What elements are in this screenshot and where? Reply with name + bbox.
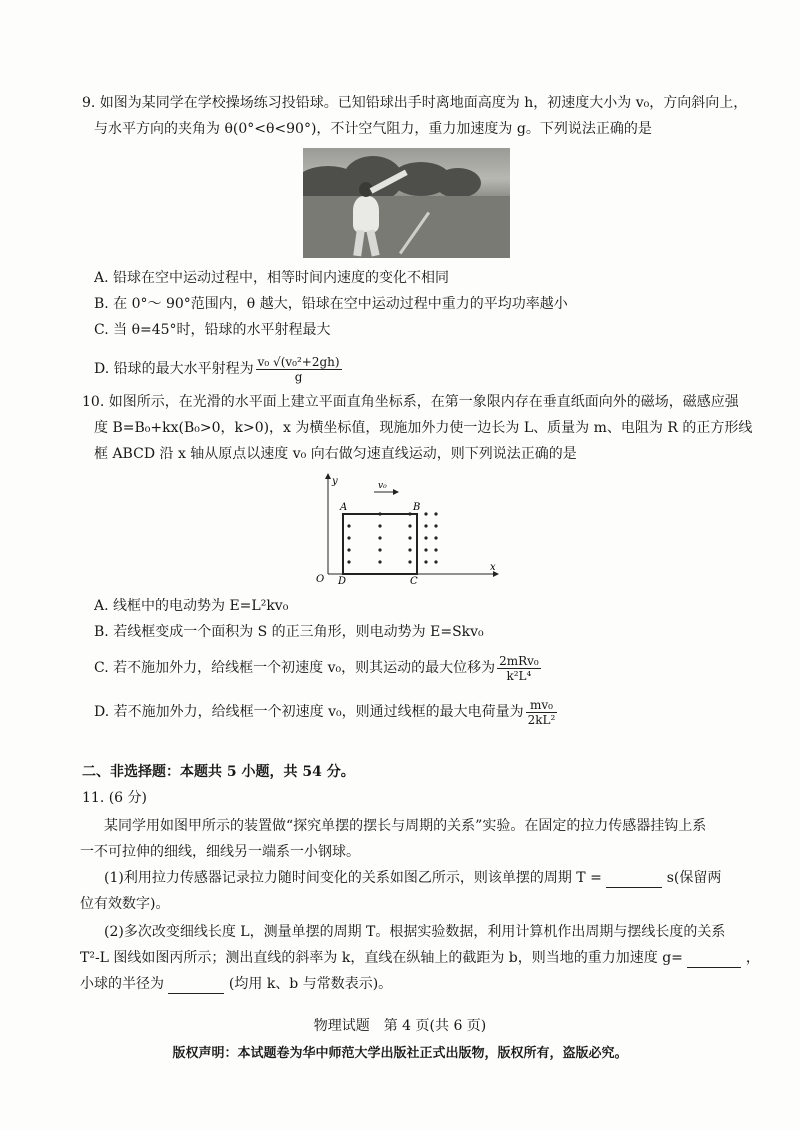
q10-stem-line3: 框 ABCD 沿 x 轴从原点以速度 v₀ 向右做匀速直线运动，则下列说法正确的是 — [94, 446, 577, 462]
magnetic-field-diagram — [312, 470, 502, 586]
q10-stem-line1: 10. 如图所示，在光滑的水平面上建立平面直角坐标系，在第一象限内存在垂直纸面向外的磁场，磁感应强 — [82, 394, 739, 410]
q10-option-b: B. 若线框变成一个面积为 S 的正三角形，则电动势为 E=Skv₀ — [94, 624, 484, 640]
section-2-title: 二、非选择题：本题共 5 小题，共 54 分。 — [82, 764, 355, 780]
period-answer-blank[interactable] — [606, 871, 662, 888]
q9-option-c: C. 当 θ=45°时，铅球的水平射程最大 — [94, 322, 331, 338]
q9-option-d-text: D. 铅球的最大水平射程为 — [94, 361, 254, 377]
velocity-label: v₀ — [378, 481, 387, 491]
q11-part2-text-d: (均用 k、b 与常数表示)。 — [228, 976, 393, 992]
q10-option-d — [94, 696, 559, 728]
q11-part2-line1: (2)多次改变细线长度 L，测量单摆的周期 T。根据实验数据，利用计算机作出周期与摆线长度的关系 — [104, 924, 726, 940]
q11-intro-line2: 一不可拉伸的细线，细线另一端系一小钢球。 — [80, 844, 360, 860]
q10-option-d-numerator: mv₀ — [526, 698, 558, 713]
q10-option-c-text: C. 若不施加外力，给线框一个初速度 v₀，则其运动的最大位移为 — [94, 660, 496, 676]
q11-part1-text-b: s(保留两 — [666, 870, 722, 886]
q9-option-d-numerator: v₀ √(v₀²+2gh) — [257, 354, 340, 369]
vertex-a-label: A — [340, 502, 348, 513]
q11-part1-line1 — [104, 868, 721, 888]
q9-option-b: B. 在 0°～ 90°范围内，θ 越大，铅球在空中运动过程中重力的平均功率越小 — [94, 296, 568, 312]
radius-answer-blank[interactable] — [168, 977, 224, 994]
q10-stem-line2: 度 B=B₀+kx(B₀>0，k>0)，x 为横坐标值，现施加外力使一边长为 L、质量为 m、电阻为 R 的正方形线 — [94, 420, 753, 436]
q9-stem-line2: 与水平方向的夹角为 θ(0°<θ<90°)，不计空气阻力，重力加速度为 g。下列说法正确的是 — [94, 121, 652, 137]
y-axis-label: y — [332, 476, 338, 487]
q11-part2-line3 — [80, 974, 392, 994]
q10-option-c-numerator: 2mRv₀ — [499, 653, 539, 668]
q11-part2-line2 — [80, 948, 760, 968]
q9-option-d — [94, 352, 344, 386]
q10-option-c — [94, 652, 543, 684]
q10-option-d-fraction — [526, 698, 558, 727]
q11-part1-text-a: (1)利用拉力传感器记录拉力随时间变化的关系如图乙所示，则该单摆的周期 T = — [104, 870, 602, 886]
q10-option-c-fraction — [497, 654, 541, 683]
copyright-notice: 版权声明：本试题卷为华中师范大学出版社正式出版物，版权所有，盗版必究。 — [172, 1046, 628, 1061]
q11-part2-text-b: ， — [745, 950, 760, 966]
gravity-answer-blank[interactable] — [687, 951, 741, 968]
vertex-d-label: D — [338, 576, 347, 586]
q10-option-a: A. 线框中的电动势为 E=L²kv₀ — [94, 598, 289, 614]
square-frame-abcd — [343, 514, 417, 574]
q10-option-d-text: D. 若不施加外力，给线框一个初速度 v₀，则通过线框的最大电荷量为 — [94, 704, 524, 720]
q11-intro-line1: 某同学用如图甲所示的装置做“探究单摆的摆长与周期的关系”实验。在固定的拉力传感器挂钩上系 — [104, 818, 707, 834]
q9-option-d-fraction — [256, 355, 342, 384]
origin-label: O — [316, 574, 325, 585]
field-dots — [347, 512, 437, 563]
vertex-c-label: C — [410, 576, 418, 586]
q11-part2-text-a: T²-L 图线如图丙所示；测出直线的斜率为 k，直线在纵轴上的截距为 b，则当地的重力加速度 g= — [80, 950, 683, 966]
vertex-b-label: B — [413, 502, 421, 513]
q9-option-a: A. 铅球在空中运动过程中，相等时间内速度的变化不相同 — [94, 270, 450, 286]
q10-option-c-denominator: k²L⁴ — [506, 668, 532, 683]
q9-option-d-denominator: g — [294, 369, 303, 384]
q11-part1-line2: 位有效数字)。 — [80, 896, 170, 912]
shot-put-photo — [303, 148, 510, 258]
q10-option-d-denominator: 2kL² — [527, 712, 556, 727]
q9-stem-line1: 9. 如图为某同学在学校操场练习投铅球。已知铅球出手时离地面高度为 h，初速度大小为 v₀，方向斜向上， — [82, 95, 748, 111]
x-axis-label: x — [490, 562, 496, 573]
page-number: 物理试题 第 4 页(共 6 页) — [313, 1018, 487, 1034]
q11-part2-text-c: 小球的半径为 — [80, 976, 164, 992]
q11-heading: 11. (6 分) — [82, 790, 147, 806]
